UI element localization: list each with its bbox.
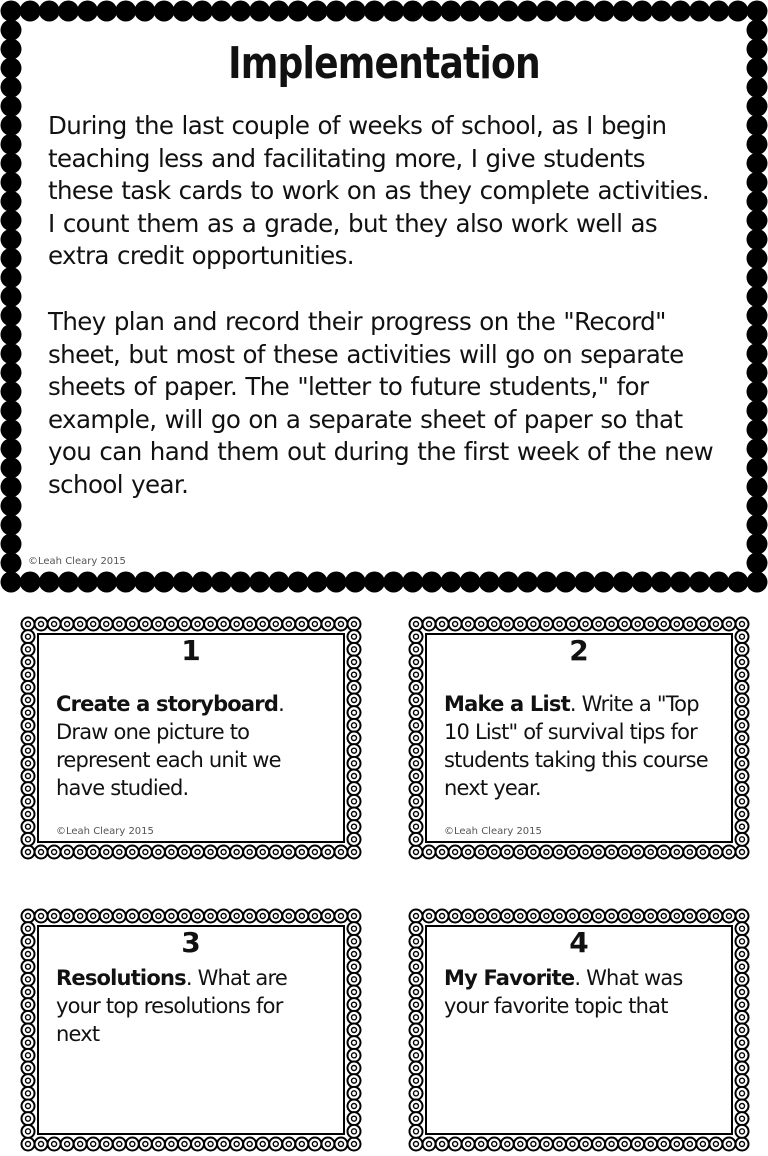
- task-card-2: [404, 612, 754, 864]
- card-heading: My Favorite: [444, 966, 575, 990]
- card-number: 1: [181, 634, 201, 667]
- paragraph-intro: During the last couple of weeks of school, as I begin teaching less and facilitating more, I give students these task cards to work on as they complete activities. I count them as a grade, but they also work well as extra credit opportunities.: [48, 111, 710, 270]
- task-card-4: [404, 904, 754, 1024]
- card-heading: Create a storyboard: [56, 692, 279, 716]
- page-title: Implementation: [228, 38, 540, 89]
- card-number: 2: [569, 634, 589, 667]
- card-copyright: ©Leah Cleary 2015: [444, 826, 542, 837]
- card-text: [56, 964, 331, 1048]
- card-body: . What was your favorite topic that: [444, 966, 683, 1018]
- card-heading: Make a List: [444, 692, 570, 716]
- card-body: . What are your top resolutions for next: [56, 966, 287, 1046]
- paragraph-record: They plan and record their progress on the "Record" sheet, but most of these activities will go on separate sheets of paper. The "letter to future students," for example, will go on a separate sheet of paper so that you can hand them out during the first week of the new school year.: [48, 307, 714, 499]
- card-heading: Resolutions: [56, 966, 186, 990]
- card-text: [56, 690, 331, 802]
- card-text: [444, 690, 719, 802]
- card-body: . Draw one picture to represent each unit we have studied.: [56, 692, 284, 800]
- task-card-3: [16, 904, 366, 1046]
- panel-content: [22, 24, 746, 572]
- card-copyright: ©Leah Cleary 2015: [56, 826, 154, 837]
- card-text: [444, 964, 719, 1020]
- copyright-notice: ©Leah Cleary 2015: [28, 556, 126, 567]
- card-body: . Write a "Top 10 List" of survival tips for students taking this course next year.: [444, 692, 708, 800]
- task-card-1: [16, 612, 366, 864]
- card-number: 4: [569, 926, 589, 959]
- card-number: 3: [181, 926, 201, 959]
